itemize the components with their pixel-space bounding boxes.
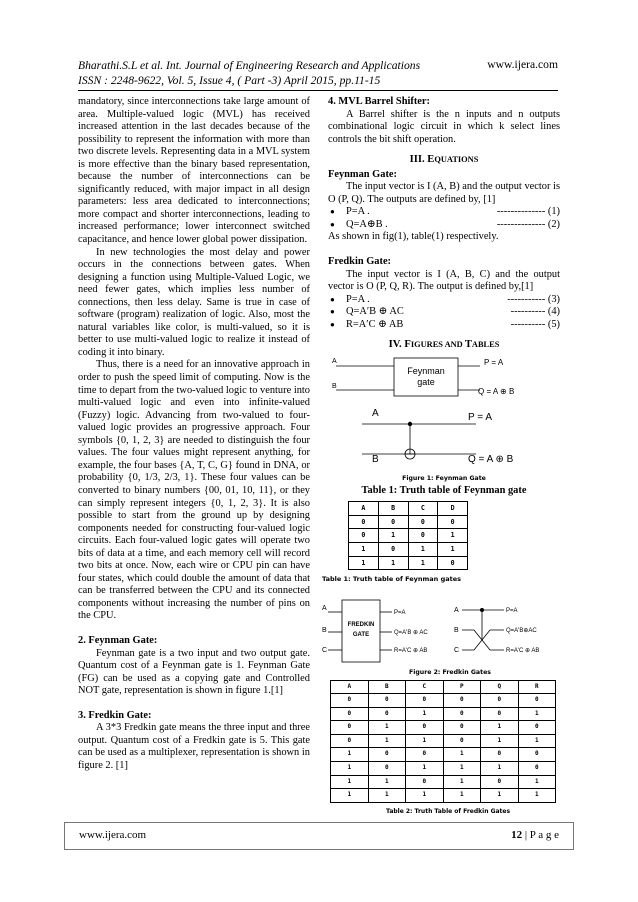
section-heading-fredkin: 3. Fredkin Gate:: [78, 709, 152, 721]
equation-1: ● P=A . -------------- (1): [330, 206, 560, 218]
table1-cell: 0: [378, 515, 408, 529]
fig2-gate-box: [342, 600, 380, 662]
fig1-output-q: Q = A ⊕ B: [478, 386, 515, 396]
table2-cell: 1: [443, 789, 481, 803]
fig2-circuit-a: A: [454, 606, 459, 614]
table2-header-cell: Q: [481, 680, 519, 694]
table2-cell: 0: [481, 775, 519, 789]
table2-cell: 1: [481, 721, 519, 735]
table2-cell: 1: [443, 775, 481, 789]
table2-row: [331, 775, 556, 789]
table2-cell: 1: [518, 707, 556, 721]
table1-cell: 1: [378, 556, 408, 570]
table2-row: [331, 694, 556, 708]
paragraph-innovative-approach: Thus, there is a need for an innovative approach in order to push the speed limit of computing. Now is the time to depart from the two-valued logic to venture into multi-valued logic and even into infinite-valued (Fuzzy) logic. Advancing from two-valued to four-valued logic provides an progressive approach. Four symbols {0, 1, 2, 3} are needed to distinguish the four values. The four values might represent anything, for example, the four bases {A, T, C, G} found in DNA, or probability {0, 1/3, 2/3, 1}. These four values can be converted to binary numbers {00, 01, 10, 11}, or they can simply represent integers {0, 1, 2, 3}. It is also possible to start from the ground up by designing components needed for constructing four-valued logic circuits. Each four-valued logic gates will operate two bits of data at a time, and each memory cell will record two bits at once. Now, each wire or CPU pin can have four states, which could double the amount of data that can be transferred between the CPU and its connected components without increasing the number of pins on the CPU.: [78, 359, 310, 622]
table2-cell: 1: [331, 789, 369, 803]
table1-cell: 1: [349, 543, 379, 557]
table1-cell: 1: [408, 556, 438, 570]
table1-cell: 0: [349, 529, 379, 543]
table2-row: [331, 707, 556, 721]
table1-header-cell: D: [438, 502, 468, 516]
table2-cell: 1: [481, 789, 519, 803]
table1-cell: 1: [438, 543, 468, 557]
table1-header-cell: A: [349, 502, 379, 516]
table2-cell: 1: [443, 748, 481, 762]
table2-cell: 1: [331, 748, 369, 762]
header-rule: [78, 90, 558, 91]
fig2-gate-label-1: FREDKIN: [347, 621, 375, 628]
heading-equations: III. EQUATIONS: [409, 154, 479, 166]
paragraph-feynman: Feynman gate is a two input and two output gate. Quantum cost of a Feynman gate is 1. Feynman Gate (FG) can be used as a copying gate and Controlled NOT gate, representation is shown in figure 1.[1]: [78, 647, 310, 697]
table2-header-cell: A: [331, 680, 369, 694]
header-citation-line1: Bharathi.S.L et al. Int. Journal of Engineering Research and Applications: [78, 59, 421, 72]
fig2-output-q: Q=A'B ⊕ AC: [394, 629, 428, 636]
fig1-circuit-q: Q = A ⊕ B: [468, 453, 514, 465]
table2-cell: 0: [406, 775, 444, 789]
table2-cell: 0: [443, 694, 481, 708]
table2-cell: 1: [406, 707, 444, 721]
fig2-caption: Figure 2: Fredkin Gates: [409, 668, 491, 676]
paragraph-fredkin: A 3*3 Fredkin gate means the three input and three output. Quantum cost of a Fredkin gate is 5. This gate can be used as a multiplexer, representation is shown in figure 2. [1]: [78, 722, 310, 771]
fig2-circuit-p: P=A: [506, 607, 518, 614]
table2-header-cell: B: [368, 680, 406, 694]
table2-header-cell: P: [443, 680, 481, 694]
figure-fredkin-gate: [320, 596, 560, 678]
table2-caption: Table 2: Truth Table of Fredkin Gates: [386, 807, 511, 815]
table2-fredkin-truth: [330, 680, 556, 803]
table1-cell: 1: [438, 529, 468, 543]
fig1-caption: Figure 1: Feynman Gate: [402, 474, 486, 482]
table1-cell: 1: [408, 543, 438, 557]
paragraph-feynman-vectors: The input vector is I (A, B) and the output vector is O (P, Q). The outputs are defined by, [1]: [328, 181, 560, 205]
table2-cell: 0: [518, 761, 556, 775]
running-header: [78, 58, 420, 88]
fig1-input-a: A: [332, 357, 337, 365]
table2-cell: 0: [481, 748, 519, 762]
table2-cell: 0: [406, 694, 444, 708]
table2-cell: 1: [368, 734, 406, 748]
table1-cell: 1: [349, 556, 379, 570]
table1-header-cell: C: [408, 502, 438, 516]
table1-row: [349, 556, 468, 570]
section-heading-feynman: 2. Feynman Gate:: [78, 634, 158, 646]
table2-header-cell: C: [406, 680, 444, 694]
figure-feynman-gate: [328, 354, 560, 482]
table2-cell: 0: [368, 748, 406, 762]
table2-cell: 0: [406, 721, 444, 735]
table1-row: [349, 543, 468, 557]
fig1-gate-label-2: gate: [417, 376, 435, 387]
paragraph-fredkin-vectors: The input vector is I (A, B, C) and the output vector is O (P, Q, R). The output is defined by,[1]: [328, 268, 560, 293]
fig1-output-p: P = A: [484, 357, 504, 367]
fig2-output-p: P=A: [394, 609, 406, 616]
table2-row: [331, 734, 556, 748]
fig2-circuit-c: C: [454, 646, 460, 654]
paragraph-barrel-shifter: A Barrel shifter is the n inputs and n outputs combinational logic circuit in which k select lines controls the bit shift operation.: [328, 108, 560, 145]
table2-cell: 0: [443, 707, 481, 721]
fig1-circuit-p: P = A: [468, 411, 493, 423]
table1-cell: 0: [408, 529, 438, 543]
table2-cell: 1: [443, 761, 481, 775]
subheading-feynman-gate: Feynman Gate:: [328, 168, 397, 180]
table2-cell: 1: [406, 761, 444, 775]
equation-3: ● P=A . ----------- (3): [330, 293, 560, 305]
table2-cell: 1: [481, 761, 519, 775]
header-citation-line2: ISSN : 2248-9622, Vol. 5, Issue 4, ( Part -3) April 2015, pp.11-15: [78, 74, 381, 87]
fig1-gate-label-1: Feynman: [407, 365, 445, 376]
page-footer: [64, 822, 574, 850]
table2-cell: 0: [368, 761, 406, 775]
table2-cell: 1: [368, 775, 406, 789]
table1-header-cell: B: [378, 502, 408, 516]
fig2-gate-label-2: GATE: [352, 631, 370, 638]
table1-cell: 0: [378, 543, 408, 557]
fig2-circuit-b: B: [454, 626, 459, 634]
table2-cell: 0: [406, 748, 444, 762]
table2-cell: 0: [331, 707, 369, 721]
table2-cell: 0: [481, 707, 519, 721]
table2-cell: 1: [518, 789, 556, 803]
fig2-input-c: C: [322, 646, 328, 654]
fig2-swap-wire-2: [462, 630, 504, 650]
table1-caption: Table 1: Truth table of Feynman gates: [322, 575, 461, 584]
table1-row: [349, 529, 468, 543]
table1-cell: 0: [438, 556, 468, 570]
right-column: [322, 96, 560, 818]
fig1-circuit-b: B: [372, 453, 379, 465]
table2-cell: 0: [331, 721, 369, 735]
table2-cell: 1: [518, 734, 556, 748]
heading-figures-tables: IV. FIGURES AND TABLES: [388, 339, 500, 351]
table2-row: [331, 748, 556, 762]
table1-title: Table 1: Truth table of Feynman gate: [361, 484, 527, 496]
table2-cell: 0: [368, 707, 406, 721]
table2-cell: 1: [331, 761, 369, 775]
paragraph-delay-power: In new technologies the most delay and power occurs in the connections between gates. When designing a function using Multiple-Valued Logic, we need fewer gates, which implies less number of connections, then less delay. Same is true in case of software (program) realization of logic. Also, most the natural variables like color, is multi-valued, so it is better to use multi-valued logic to realize it instead of coding it into binary.: [78, 246, 310, 358]
fig2-circuit-q: Q=A'B⊕AC: [506, 627, 537, 634]
table2-cell: 0: [331, 734, 369, 748]
paragraph-as-shown: As shown in fig(1), table(1) respectively.: [328, 231, 499, 243]
fig1-input-b: B: [332, 382, 337, 390]
table2-cell: 0: [518, 721, 556, 735]
table2-cell: 0: [481, 694, 519, 708]
table2-cell: 0: [518, 694, 556, 708]
footer-website-link[interactable]: www.ijera.com: [79, 829, 147, 841]
table2-cell: 0: [443, 721, 481, 735]
table1-row: [349, 515, 468, 529]
equation-4: ● Q=A′B ⊕ AC ---------- (4): [330, 306, 560, 318]
table2-cell: 0: [443, 734, 481, 748]
table2-cell: 1: [331, 775, 369, 789]
table2-cell: 0: [331, 694, 369, 708]
table2-cell: 1: [481, 734, 519, 748]
paragraph-mvl-intro: mandatory, since interconnections take large amount of area. Multiple-valued logic (MVL) has received increased attention in the last decades because of the possibility to represent the information with more than two discrete levels. Representing data in a MVL system is more effective than the binary based representation, because the number of interconnections can be significantly reduced, with major impact in all design parameters: less area dedicated to interconnections; more compact and shorter interconnections, leading to increased performance; lower interconnect switched capacitance, and hence lower global power dissipation.: [78, 96, 310, 246]
table2-cell: 1: [368, 789, 406, 803]
fig2-input-b: B: [322, 626, 327, 634]
fig2-circuit-r: R=A'C ⊕ AB: [506, 647, 540, 654]
table2-row: [331, 761, 556, 775]
table2-header-cell: R: [518, 680, 556, 694]
table2-cell: 1: [518, 775, 556, 789]
subheading-fredkin-gate: Fredkin Gate:: [328, 256, 392, 268]
fig2-input-a: A: [322, 604, 327, 612]
section-heading-barrel-shifter: 4. MVL Barrel Shifter:: [328, 96, 430, 107]
equation-5: ● R=A′C ⊕ AB ---------- (5): [330, 318, 560, 330]
fig2-swap-wire-1: [462, 630, 504, 650]
table2-cell: 1: [406, 734, 444, 748]
equation-2: ● Q=A⊕B . -------------- (2): [330, 218, 560, 230]
footer-page-number: 12 | P a g e: [511, 829, 559, 841]
fig1-circuit-a: A: [372, 407, 379, 419]
table2-cell: 0: [518, 748, 556, 762]
table1-cell: 1: [378, 529, 408, 543]
left-column: [78, 96, 310, 772]
table1-feynman-truth: [348, 501, 468, 570]
table2-cell: 1: [368, 721, 406, 735]
table1-cell: 0: [438, 515, 468, 529]
fig1-control-dot: [408, 422, 412, 426]
table2-cell: 1: [406, 789, 444, 803]
table2-row: [331, 721, 556, 735]
table1-cell: 0: [349, 515, 379, 529]
table2-cell: 0: [368, 694, 406, 708]
table1-cell: 0: [408, 515, 438, 529]
header-website-link[interactable]: www.ijera.com: [487, 58, 558, 71]
table2-row: [331, 789, 556, 803]
fig2-output-r: R=A'C ⊕ AB: [394, 647, 428, 654]
